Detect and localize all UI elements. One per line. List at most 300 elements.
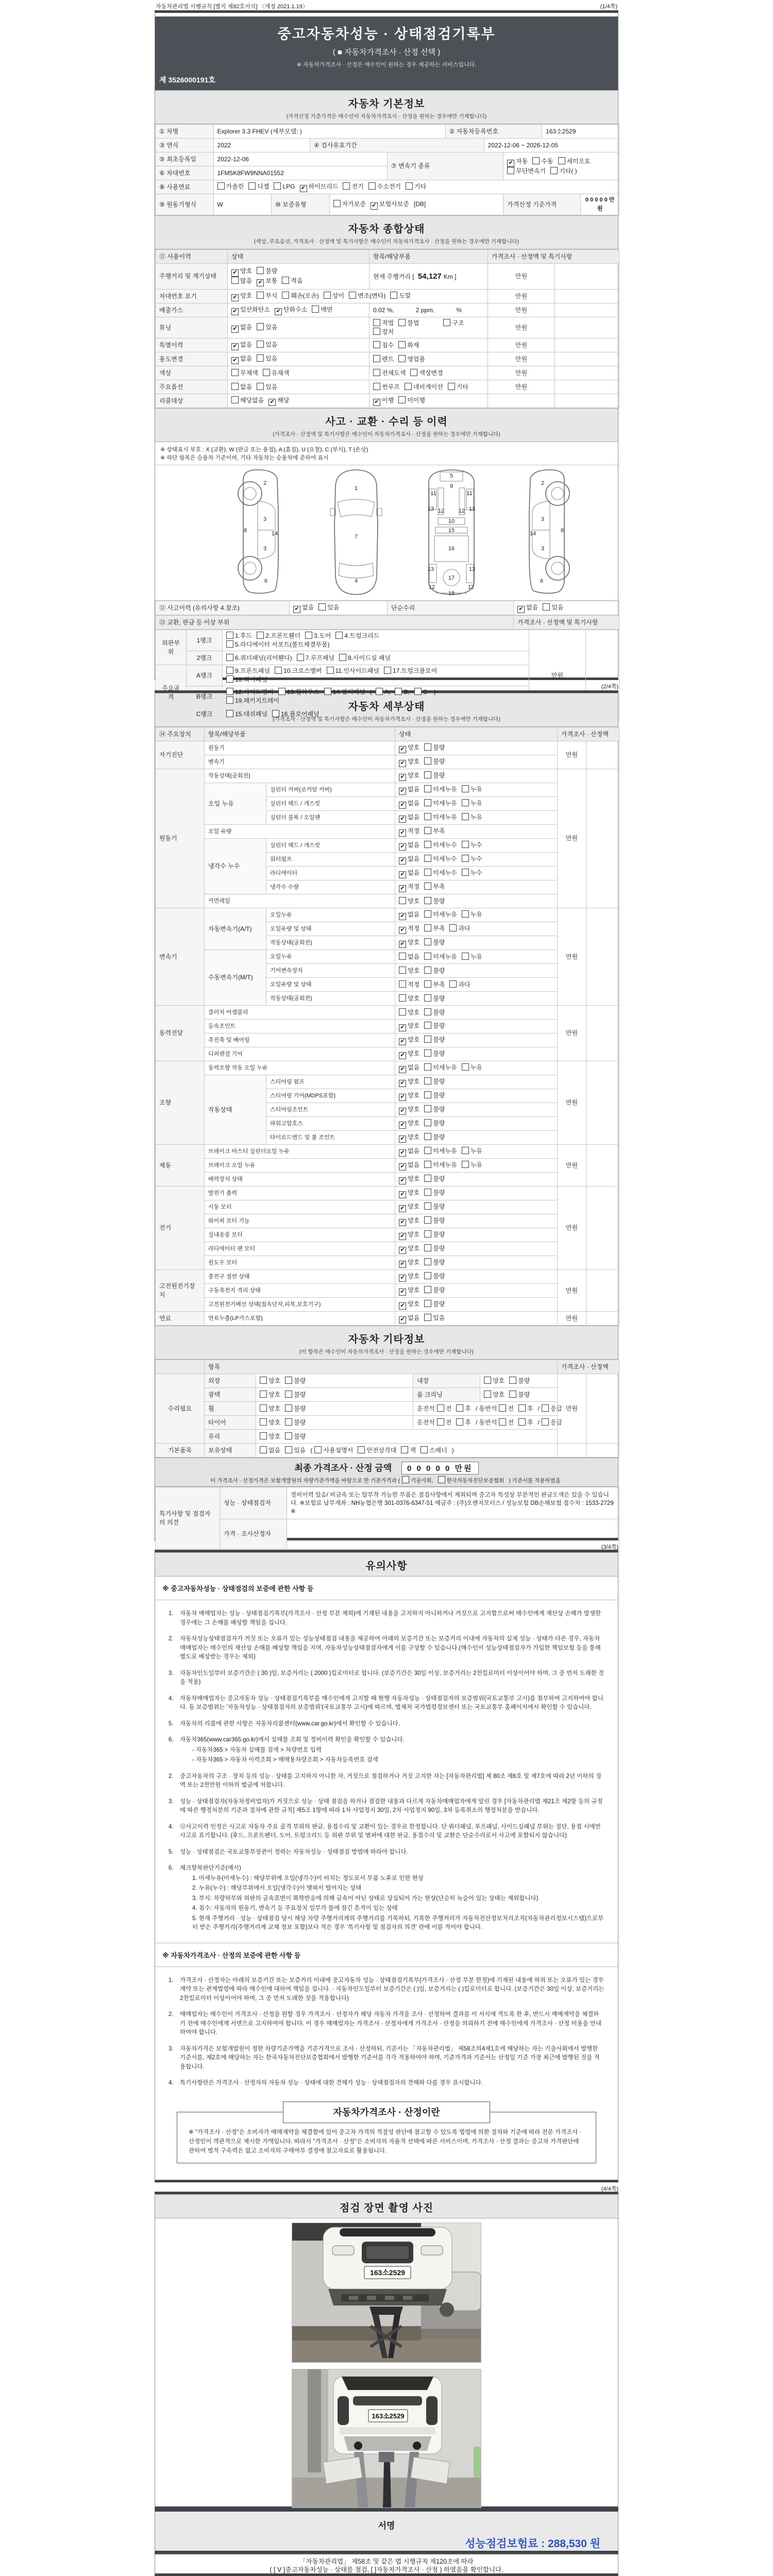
checkbox-option[interactable]: 영업용 — [398, 355, 425, 364]
checkbox-option[interactable]: 1.후드 — [226, 632, 252, 640]
text-segment: [DB] — [413, 200, 426, 208]
checkbox-option[interactable]: ✔ 양호 — [399, 1133, 419, 1143]
checkbox-option[interactable]: ✔ 보통 — [257, 277, 277, 286]
report-title: 중고자동차성능 · 상태점검기록부 — [277, 26, 496, 42]
checkbox-icon — [343, 182, 350, 190]
checkbox-option[interactable]: ✔ 양호 — [399, 1286, 419, 1296]
checkbox-option[interactable]: 침수 — [373, 341, 394, 350]
checkbox-option[interactable]: 자가보증 — [333, 200, 366, 209]
checkbox-option[interactable]: 있음 — [318, 603, 339, 612]
checkbox-option[interactable]: ✔ 이행 — [373, 396, 394, 406]
checkbox-option[interactable]: ✔ 없음 — [231, 323, 252, 333]
memo-cell — [555, 264, 619, 290]
checkbox-option[interactable]: ✔ 없음 — [399, 1314, 419, 1324]
checkbox-option[interactable]: 불법 — [398, 319, 419, 328]
checkbox-option[interactable]: 12.사이드멤버 — [226, 688, 274, 697]
checkbox-option[interactable]: 적법 — [373, 319, 394, 328]
checkbox-option[interactable]: 후 — [518, 1404, 533, 1413]
checkbox-option[interactable]: 불량 — [424, 1008, 445, 1017]
checkbox-icon — [368, 182, 376, 190]
checkbox-option[interactable]: ✔ 양호 — [231, 267, 252, 277]
checkbox-option[interactable]: 불량 — [424, 1077, 445, 1086]
checkbox-option[interactable]: 부족 — [424, 827, 445, 836]
caution-item — [169, 1823, 604, 1841]
checkbox-option[interactable]: 불량 — [285, 1432, 306, 1441]
checkbox-option[interactable]: 누유 — [462, 910, 482, 919]
divider — [155, 13, 618, 16]
checkbox-option[interactable]: 미세누유 — [424, 799, 457, 808]
checkbox-option[interactable]: ✔ 양호 — [399, 1230, 419, 1240]
checkbox-option[interactable]: 누수 — [462, 869, 482, 877]
checkbox-option[interactable]: 부족 — [424, 924, 445, 933]
checkbox-icon — [226, 667, 233, 674]
checkbox-option[interactable]: C — [414, 688, 428, 697]
checkbox-icon — [373, 319, 380, 326]
checkbox-option[interactable]: 많음 — [231, 277, 252, 285]
checkbox-option[interactable]: ✔ 양호 — [399, 1272, 419, 1282]
checkbox-option[interactable]: 불량 — [424, 1175, 445, 1183]
checkbox-option[interactable]: LPG — [274, 182, 295, 191]
checkbox-option[interactable]: 구조 — [443, 319, 464, 328]
inspector-opinion-text: 정비이력 있음/ 비금속 또는 탈부착 가능한 부품은 점검사항에서 제외되며 중고차 특성상 부분적인 판금도색은 있을 수 있습니다. ※보험료 납부계좌 : NH농협은행 301-0376-6347-51 예금주 : (주)오렌지모터스 / 성능보험 DB손해보험 접수처 : 1533-2729 ※ — [287, 1487, 619, 1519]
caution-number: 4. — [169, 1823, 174, 1830]
checkbox-option[interactable]: ✔ 양호 — [399, 1189, 419, 1198]
checkbox-option[interactable]: A, — [376, 688, 390, 697]
part-number-label: 8 — [560, 528, 564, 534]
checkbox-option[interactable]: 색상변경 — [410, 369, 443, 378]
checkbox-option[interactable]: ✔ 없음 — [231, 354, 252, 364]
checkbox-icon — [376, 688, 383, 695]
checkbox-option[interactable]: 적정 — [399, 980, 419, 989]
checkbox-option[interactable]: 상이 — [324, 292, 344, 300]
checkbox-option[interactable]: 4.트렁크리드 — [335, 632, 379, 640]
device-group-cell: 변속기 — [156, 908, 205, 1006]
report-header — [155, 16, 618, 90]
checkbox-option[interactable]: ✔ 보험사보증 — [371, 200, 409, 210]
checkbox-icon — [406, 182, 413, 190]
checkbox-option[interactable]: 14.필러패널 — [324, 688, 365, 697]
checkbox-option[interactable]: 있음 — [543, 603, 563, 612]
checkbox-option[interactable]: 미세누유 — [424, 910, 457, 919]
checkbox-option[interactable]: 8.사이드실 패널 — [339, 654, 391, 663]
checkbox-option[interactable]: ✔ 없음 — [399, 799, 419, 809]
checkbox-option[interactable]: ✔ 양호 — [399, 1300, 419, 1310]
checkbox-option[interactable]: 있음 — [257, 323, 277, 332]
checkbox-option[interactable]: ✔ 자동 — [507, 157, 528, 167]
checkbox-option[interactable]: ✔ 양호 — [399, 1036, 419, 1045]
checkbox-option[interactable]: 전체도색 — [373, 369, 406, 378]
checkbox-option[interactable]: 없음 — [260, 1446, 280, 1455]
checkbox-option[interactable]: 양호 — [399, 967, 419, 975]
checkbox-option[interactable]: 9.프론트패널 — [226, 667, 270, 675]
checkbox-option[interactable]: 미세누유 — [424, 1161, 457, 1170]
checkbox-option[interactable]: 있음 — [285, 1446, 306, 1455]
checkbox-option[interactable]: 누수 — [462, 841, 482, 850]
checkbox-option[interactable]: 누유 — [462, 799, 482, 808]
checkbox-icon — [424, 980, 431, 988]
state-cell — [395, 894, 558, 908]
checkbox-option[interactable]: 과다 — [449, 980, 470, 989]
checkbox-option[interactable]: 양호 — [484, 1391, 505, 1399]
checkbox-option[interactable]: 16.플로어패널 — [272, 710, 320, 719]
checkbox-option[interactable]: 미세누수 — [424, 869, 457, 877]
checkbox-option[interactable]: 해당없음 — [231, 396, 264, 405]
checkbox-option[interactable]: 미세누유 — [424, 953, 457, 961]
checkbox-option[interactable]: 누유 — [462, 1147, 482, 1156]
checkbox-icon — [285, 1391, 292, 1398]
checkbox-option[interactable]: 15.대쉬패널 — [226, 710, 267, 719]
checkbox-option[interactable]: ✔ 양호 — [231, 292, 252, 301]
caution-item — [169, 1720, 604, 1729]
checkbox-option[interactable]: 불량 — [509, 1391, 530, 1399]
checkbox-option[interactable]: ✔ 없음 — [399, 813, 419, 823]
checkbox-option[interactable]: ✔ 양호 — [399, 1091, 419, 1101]
price-column-label: 가격조사 · 산정액 및 특기사항 — [514, 616, 619, 630]
table-header-row — [156, 250, 619, 264]
checkbox-option[interactable]: 6.쿼더패널(리어휀다) — [226, 654, 292, 663]
checkbox-option[interactable]: 누유 — [462, 1063, 482, 1072]
checkbox-option[interactable]: 응급 — [542, 1404, 562, 1413]
checkbox-option[interactable]: ✔ 양호 — [399, 1119, 419, 1129]
checkbox-option[interactable]: 미세누유 — [424, 813, 457, 822]
checkbox-option[interactable]: 13.휠하우스 — [278, 688, 320, 697]
checkbox-option[interactable]: 무채색 — [231, 369, 258, 378]
part-item-cell: 라디에이터 팬 모터 — [205, 1242, 395, 1256]
checkbox-option[interactable]: 수동 — [532, 157, 553, 166]
checkbox-option[interactable]: 3.도어 — [305, 632, 331, 640]
checkbox-icon: ✔ — [399, 843, 406, 851]
checkbox-option[interactable]: ✔ 양호 — [399, 1202, 419, 1212]
checkbox-option[interactable]: 불량 — [424, 1244, 445, 1253]
checkbox-option[interactable]: 기타 — [448, 383, 468, 392]
checkbox-option[interactable]: 불량 — [424, 1119, 445, 1128]
checkbox-option[interactable]: 불량 — [424, 1272, 445, 1281]
checkbox-option[interactable]: 불량 — [285, 1377, 306, 1385]
checkbox-option[interactable]: 미이행 — [398, 396, 425, 405]
item-label-cell: 타이어 — [205, 1416, 256, 1430]
checkbox-option[interactable]: 미세누유 — [424, 1147, 457, 1156]
checkbox-option[interactable]: 디젤 — [248, 182, 269, 191]
checkbox-icon — [424, 953, 431, 960]
checkbox-option[interactable]: 양호 — [260, 1404, 280, 1413]
checkbox-option[interactable]: 불량 — [285, 1418, 306, 1427]
block-photos — [155, 2192, 618, 2509]
checkbox-option[interactable]: 양호 — [484, 1377, 505, 1385]
checkbox-option[interactable]: 5.라디에이터 서포트(볼트체결부품) — [226, 640, 330, 649]
checkbox-icon — [226, 640, 233, 648]
checkbox-option[interactable]: 응급 — [542, 1418, 562, 1427]
checkbox-option[interactable]: ✔ 양호 — [399, 1216, 419, 1226]
checkbox-option[interactable]: ✔ 양호 — [399, 1244, 419, 1254]
checkbox-option[interactable]: 전 — [499, 1418, 514, 1427]
checkbox-icon — [424, 827, 431, 834]
checkbox-option[interactable]: 스패너 — [421, 1446, 447, 1455]
table-row — [156, 317, 619, 338]
part-number-label: 13 — [468, 506, 476, 512]
checkbox-option[interactable]: 장치 — [373, 328, 394, 336]
state-cell — [395, 1298, 558, 1312]
checkbox-option[interactable]: 18.리어패널 — [226, 675, 267, 684]
checkbox-option[interactable]: 있음 — [257, 383, 277, 392]
checkbox-option[interactable]: ✔ 양호 — [399, 757, 419, 767]
checkbox-option[interactable]: 누유 — [462, 953, 482, 961]
item-state-cell — [256, 1430, 586, 1444]
checkbox-option[interactable]: 19.패키지트레이 — [226, 697, 279, 705]
checkbox-option[interactable]: 한국자동차진단보증협회 — [438, 1476, 505, 1484]
checkbox-option[interactable]: ✔ 양호 — [399, 1258, 419, 1268]
checkbox-option[interactable]: 불량 — [424, 1216, 445, 1225]
checkbox-option[interactable]: 불량 — [424, 994, 445, 1003]
checkbox-option[interactable]: 불량 — [285, 1391, 306, 1399]
checkbox-option[interactable]: ✔ 양호 — [399, 1175, 419, 1184]
checkbox-option[interactable]: 없음 — [231, 383, 252, 392]
checkbox-option[interactable]: 누유 — [462, 813, 482, 822]
checkbox-option[interactable]: 기술사회, — [402, 1476, 433, 1484]
checkbox-option[interactable]: 불량 — [509, 1377, 530, 1385]
checkbox-option[interactable]: ✔ 양호 — [399, 1077, 419, 1087]
checkbox-option[interactable]: ✔ 탄화수소 — [275, 306, 307, 315]
checkbox-option[interactable]: 도말 — [390, 292, 411, 300]
checkbox-option[interactable]: 후 — [518, 1418, 533, 1427]
checkbox-option[interactable]: ✔ 양호 — [399, 1022, 419, 1031]
checkbox-option[interactable]: 누유 — [462, 785, 482, 794]
checkbox-icon: ✔ — [373, 399, 380, 406]
checkbox-option[interactable]: ✔ 적정 — [399, 883, 419, 892]
checkbox-option[interactable]: 미세누수 — [424, 855, 457, 863]
checkbox-icon — [424, 1272, 431, 1279]
checkbox-option[interactable]: 과다 — [449, 924, 470, 933]
checkbox-option[interactable]: ✔ 적정 — [399, 924, 419, 934]
checkbox-option[interactable]: ✔ 하이브리드 — [300, 182, 339, 192]
checkbox-option[interactable]: 불량 — [424, 757, 445, 766]
overall-state-table — [155, 249, 619, 408]
checkbox-option[interactable]: ✔ 없음 — [231, 341, 252, 350]
checkbox-option[interactable]: ✔ 해당 — [268, 396, 289, 406]
table-row — [156, 303, 619, 317]
checkbox-option[interactable]: ✔ 없음 — [399, 869, 419, 878]
checkbox-option[interactable]: 기타 — [406, 182, 426, 191]
checkbox-option[interactable]: 썬루프 — [373, 383, 400, 392]
checkbox-option[interactable]: 불량 — [424, 1049, 445, 1058]
checkbox-option[interactable]: 있음 — [257, 341, 277, 349]
checkbox-icon: ✔ — [399, 746, 406, 753]
checkbox-option[interactable]: ✔ 양호 — [399, 938, 419, 948]
checkbox-option[interactable]: ✔ 적정 — [399, 827, 419, 837]
part-item-cell: 스티어링 펌프 — [266, 1075, 395, 1089]
part-item-cell: 파워고압호스 — [266, 1117, 395, 1131]
caution-item — [169, 1864, 604, 1933]
checkbox-option[interactable]: B, — [395, 688, 409, 697]
checkbox-icon — [231, 369, 239, 376]
checkbox-icon — [324, 292, 331, 299]
checkbox-option[interactable]: 불량 — [257, 267, 277, 276]
caution-text: 매매업자는 매수인이 가격조사 · 산정을 원할 경우 가격조사 · 산정자가 해당 자동차 가격을 조사 · 산정하여 결과를 이 서식에 적도록 한 후, 반드시 매매계약을 체결하기 전에 매수인에게 서면으로 고지하여야 합니다. 이 경우 매매업자는 가격조사 · 산정자에게 가격조사 · 산정을 의뢰하기 전에 매수인에게 가격조사 · 산정 비용을 안내하여야 합니다. — [180, 2011, 602, 2036]
checkbox-option[interactable]: 불량 — [424, 1286, 445, 1295]
checkbox-icon — [550, 167, 558, 174]
part-number-label: 3 — [263, 546, 267, 552]
checkbox-option[interactable]: 양호 — [399, 994, 419, 1003]
part-sub-cell: 오일 누유 — [205, 783, 266, 825]
checkbox-option[interactable]: 기타( ) — [550, 167, 577, 176]
checkbox-option[interactable]: ✔ 없음 — [399, 841, 419, 851]
checkbox-option[interactable]: 불량 — [424, 938, 445, 947]
vin-value: 1FM5K8FW9NNA01552 — [213, 166, 388, 180]
checkbox-icon — [231, 277, 239, 284]
checkbox-option[interactable]: 불량 — [424, 1105, 445, 1114]
checkbox-icon — [424, 1202, 431, 1210]
item-state-cell — [413, 1402, 586, 1416]
checkbox-option[interactable]: 양호 — [399, 1008, 419, 1017]
checkbox-option[interactable]: 후 — [456, 1418, 471, 1427]
checkbox-icon — [462, 1063, 469, 1071]
checkbox-option[interactable]: 미세누수 — [424, 841, 457, 850]
caution-subitem: 4. 침수: 자동차의 원동기, 변속기 등 주요장치 일부가 물에 잠긴 흔적이 있는 상태 — [192, 1905, 398, 1911]
caution-subitem: 5. 현재 주행거리 · 성능 · 상태점검 당시 해당 차량 주행거리계의 주행거리를 기록하되, 기록한 주행거리가 자동차전산정보처리조직(자동차관리정보시스템)으로부터 받은 주행거리(주행거리계 교체 정보 포함)보다 적은 경우 '특기사항 및 점검자의 의견' 란에 이를 적어야 합니다. — [192, 1915, 604, 1930]
memo-cell — [555, 352, 619, 366]
checkbox-option[interactable]: 세미오토 — [558, 157, 591, 166]
usage-label: 차대번호 표기 — [156, 290, 228, 303]
checkbox-option[interactable]: 매연 — [312, 306, 332, 314]
checkbox-option[interactable]: 2.프론트휀더 — [257, 632, 300, 640]
checkbox-option[interactable]: ✔ 없음 — [399, 1063, 419, 1073]
section-title: 점검 장면 촬영 사진 — [339, 2202, 434, 2214]
checkbox-option[interactable]: 불량 — [424, 1202, 445, 1211]
checkbox-option[interactable]: 후 — [456, 1404, 471, 1413]
state-code-note-1: ※ 상태표시 부호 : X (교환), W (판금 또는 용접), A (흠집), U (요철), C (부식), T (손상) — [160, 447, 368, 453]
checkbox-option[interactable]: 수소전기 — [368, 182, 401, 191]
checkbox-option[interactable]: 누수 — [462, 855, 482, 863]
checkbox-option[interactable]: 불량 — [424, 743, 445, 752]
checkbox-icon — [424, 1077, 431, 1084]
checkbox-option[interactable]: 부족 — [424, 980, 445, 989]
checkbox-option[interactable]: ✔ 양호 — [399, 771, 419, 781]
checkbox-option[interactable]: 양호 — [260, 1432, 280, 1441]
rank-cell: 1랭크 — [187, 630, 223, 651]
caution-number: 5. — [169, 1720, 174, 1727]
checkbox-icon — [257, 292, 264, 299]
field-label: ⑤ 최초등록일 — [156, 152, 214, 166]
checkbox-option[interactable]: 부족 — [424, 883, 445, 891]
checkbox-option[interactable]: ✔ 없음 — [399, 1147, 419, 1157]
checkbox-icon — [398, 341, 406, 348]
checkbox-option[interactable]: 적음 — [282, 277, 303, 285]
state-cell — [228, 394, 369, 408]
checkbox-option[interactable]: 부식 — [257, 292, 277, 300]
checkbox-icon — [260, 1404, 267, 1412]
checkbox-option[interactable]: 변조(변타) — [349, 292, 385, 300]
checkbox-option[interactable]: 양호 — [260, 1391, 280, 1399]
checkbox-option[interactable]: 양호 — [260, 1377, 280, 1385]
checkbox-option[interactable]: 누유 — [462, 1161, 482, 1170]
checkbox-option[interactable]: 미세누유 — [424, 785, 457, 794]
checkbox-option[interactable]: 안전삼각대 — [358, 1446, 396, 1455]
checkbox-option[interactable]: 불량 — [424, 897, 445, 906]
checkbox-option[interactable]: ✔ 일산화탄소 — [231, 306, 270, 315]
checkbox-option[interactable]: 불량 — [424, 1022, 445, 1030]
part-item-cell: 오일누유 — [266, 950, 395, 964]
part-item-cell: 실린더 커버(로커암 커버) — [266, 783, 395, 797]
checkbox-option[interactable]: 양호 — [260, 1418, 280, 1427]
checkbox-option[interactable]: 네비게이션 — [405, 383, 443, 392]
checkbox-option[interactable]: 불량 — [424, 1300, 445, 1309]
part-item-cell: 기어변속장치 — [266, 964, 395, 978]
checkbox-option[interactable]: 있음 — [424, 1314, 445, 1323]
checkbox-icon — [424, 938, 431, 945]
checkbox-option[interactable]: 불량 — [424, 771, 445, 780]
field-label: ⑥ 차대번호 — [156, 166, 214, 180]
checkbox-option[interactable]: 전기 — [343, 182, 363, 191]
checkbox-option[interactable]: 불량 — [424, 1036, 445, 1044]
checkbox-option[interactable]: 잭 — [401, 1446, 416, 1455]
checkbox-option[interactable]: 전 — [437, 1418, 452, 1427]
checkbox-option[interactable]: ✔ 없음 — [293, 603, 314, 613]
checkbox-option[interactable]: 불량 — [424, 967, 445, 975]
document — [155, 0, 618, 2576]
device-group-cell: 제동 — [156, 1145, 205, 1187]
checkbox-option[interactable]: ✔ 없음 — [399, 855, 419, 865]
checkbox-option[interactable]: 불량 — [285, 1404, 306, 1413]
checkbox-option[interactable]: 유채색 — [263, 369, 290, 378]
checkbox-option[interactable]: 무단변속기 — [507, 167, 546, 176]
checkbox-option[interactable]: 양호 — [399, 897, 419, 906]
checkbox-option[interactable]: 불량 — [424, 1230, 445, 1239]
checkbox-option[interactable]: ✔ 없음 — [399, 910, 419, 920]
checkbox-icon — [424, 1258, 431, 1265]
state-cell — [395, 978, 558, 992]
checkbox-option[interactable]: 전 — [437, 1404, 452, 1413]
checkbox-option[interactable]: 불량 — [424, 1091, 445, 1100]
caution-text: 체크항목판단기준(예시) 1. 미세누유(미세누수) : 해당부위에 오일(냉각수)이 비치는 정도로서 부품 노후로 인한 현상 2. 누유(누수) : 해당부위에서 오일(냉각수)이 맺혀서 떨어지는 상태 3. 부식: 차량하부와 외판의 금속표면이 화학반응에 의해 금속이 아닌 상태로 상실되어 가는 현상(단순히 녹슬어 있는 상태는 제외합니다) 4. 침수: 자동차의 원동기, 변속기 등 주요장치 일부가 물에 잠긴 흔적이 있는 상태 5. 현재 주행거리 · 성능 · 상태점검 당시 해당 차량 주행거리계의 주행거리를 기록하되, 기록한 주행거리가 자동차전산정보처리조직(자동차관리정보시스템)으로부터 받은 주행거리(주행거리계 교체 정보 포함)보다 적은 경우 '특기사항 및 점검자의 의견' 란에 이를 적어야 합니다. — [180, 1864, 604, 1933]
checkbox-icon — [424, 1105, 431, 1112]
checkbox-option[interactable]: ✔ 없음 — [399, 785, 419, 795]
checkbox-icon — [509, 1391, 516, 1398]
checkbox-option[interactable]: 불량 — [424, 1258, 445, 1267]
checkbox-option[interactable]: ✔ 양호 — [399, 743, 419, 753]
checkbox-option[interactable]: 11.인사이드패널 — [327, 667, 379, 675]
checkbox-option[interactable]: 있음 — [257, 354, 277, 363]
state-cell — [395, 839, 558, 853]
section-note: (색상, 주요옵션, 가격조사 · 산정액 및 특기사항은 매수인이 자동차가격조사 · 산정을 원하는 경우에만 기재합니다) — [254, 239, 519, 245]
checkbox-option[interactable]: 사용설명서 — [314, 1446, 353, 1455]
state-cell — [395, 1020, 558, 1033]
checkbox-option[interactable]: ✔ 양호 — [399, 1049, 419, 1059]
final-price-label: 최종 가격조사 · 산정 금액 — [294, 1463, 392, 1473]
checkbox-option[interactable]: 화재 — [398, 341, 419, 350]
checkbox-option[interactable]: 미세누유 — [424, 1063, 457, 1072]
table-row — [156, 352, 619, 366]
checkbox-icon: ✔ — [399, 1177, 406, 1184]
checkbox-option[interactable]: 가솔린 — [217, 182, 244, 191]
block-cautions — [155, 1550, 618, 2182]
checkbox-option[interactable]: 17.트렁크플로어 — [384, 667, 437, 675]
checkbox-option[interactable]: 렌트 — [373, 355, 394, 364]
device-group-cell: 전기 — [156, 1187, 205, 1270]
checkbox-option[interactable]: 불량 — [424, 1133, 445, 1142]
checkbox-option[interactable]: 불량 — [424, 1189, 445, 1197]
part-number-label: 13 — [427, 506, 434, 512]
text-segment: / — [537, 1404, 540, 1412]
checkbox-option[interactable]: 전 — [499, 1404, 514, 1413]
checkbox-option[interactable]: 없음 — [399, 953, 419, 961]
checkbox-option[interactable]: ✔ 없음 — [399, 1161, 419, 1171]
checkbox-option[interactable]: 7.루프패널 — [297, 654, 334, 663]
checkbox-option[interactable]: ✔ 양호 — [399, 1105, 419, 1115]
checkbox-option[interactable]: 10.크로스멤버 — [275, 667, 322, 675]
checkbox-option[interactable]: ✔ 없음 — [517, 603, 538, 613]
checkbox-option[interactable]: 훼손(오손) — [282, 292, 318, 300]
meta-row — [155, 0, 618, 10]
text-segment: ( — [310, 1446, 313, 1454]
